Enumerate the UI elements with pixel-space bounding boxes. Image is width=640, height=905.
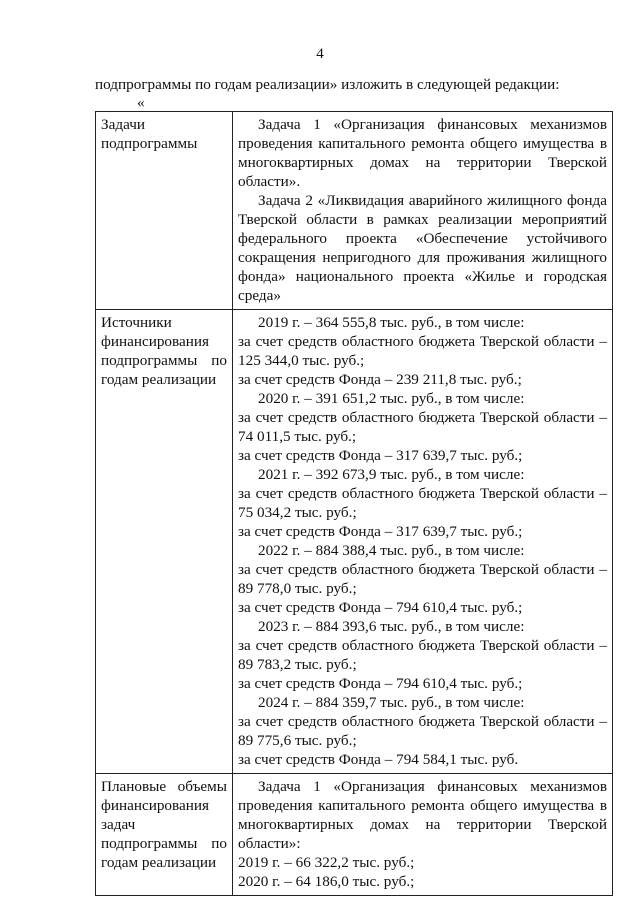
row-label: Плановые объемы финансирования задач подпрограммы по годам реализации [96,774,233,896]
fund-line: за счет средств Фонда – 794 584,1 тыс. руб. [238,751,519,768]
fund-line: за счет средств Фонда – 794 610,4 тыс. руб.; [238,675,523,692]
opening-quote: « [137,94,145,111]
table-row-sources [96,310,613,774]
year-total: 2021 г. – 392 673,9 тыс. руб., в том числе: [258,466,525,483]
fund-line: за счет средств Фонда – 317 639,7 тыс. руб.; [238,447,523,464]
program-passport-table [95,111,613,896]
row-content [233,112,613,310]
regional-budget-line: за счет средств областного бюджета Тверской области – 75 034,2 тыс. руб.; [238,485,607,521]
year-total: 2022 г. – 884 388,4 тыс. руб., в том числе: [258,542,525,559]
table-row-planned-volumes [96,774,613,896]
regional-budget-line: за счет средств областного бюджета Тверской области – 74 011,5 тыс. руб.; [238,409,607,445]
year-amount-line: 2020 г. – 64 186,0 тыс. руб.; [238,873,415,890]
year-total: 2023 г. – 884 393,6 тыс. руб., в том числе: [258,618,525,635]
task-2-text: Задача 2 «Ликвидация аварийного жилищного фонда Тверской области в рамках реализации мероприятий федерального проекта «Обеспечение устойчивого сокращения непригодного для проживания жилищного фонда» национального проекта «Жилье и городская среда» [238,192,607,304]
regional-budget-line: за счет средств областного бюджета Тверской области – 89 783,2 тыс. руб.; [238,637,607,673]
page-number: 4 [316,46,324,62]
regional-budget-line: за счет средств областного бюджета Тверской области – 89 778,0 тыс. руб.; [238,561,607,597]
year-total: 2019 г. – 364 555,8 тыс. руб., в том числе: [258,314,525,331]
regional-budget-line: за счет средств областного бюджета Тверской области – 125 344,0 тыс. руб.; [238,333,607,369]
task-1-text: Задача 1 «Организация финансовых механизмов проведения капитального ремонта общего имущества в многоквартирных домах на территории Тверской области». [238,116,607,190]
year-total: 2024 г. – 884 359,7 тыс. руб., в том числе: [258,694,525,711]
year-total: 2020 г. – 391 651,2 тыс. руб., в том числе: [258,390,525,407]
regional-budget-line: за счет средств областного бюджета Тверской области – 89 775,6 тыс. руб.; [238,713,607,749]
fund-line: за счет средств Фонда – 239 211,8 тыс. руб.; [238,371,522,388]
fund-line: за счет средств Фонда – 317 639,7 тыс. руб.; [238,523,523,540]
row-content [233,310,613,774]
row-label: Источники финансирования подпрограммы по годам реализации [96,310,233,774]
table-row-tasks [96,112,613,310]
row-content [233,774,613,896]
task-1-text: Задача 1 «Организация финансовых механизмов проведения капитального ремонта общего имущества в многоквартирных домах на территории Тверской области»: [238,778,607,852]
row-label: Задачи подпрограммы [96,112,233,310]
year-amount-line: 2019 г. – 66 322,2 тыс. руб.; [238,854,415,871]
fund-line: за счет средств Фонда – 794 610,4 тыс. руб.; [238,599,523,616]
intro-text: подпрограммы по годам реализации» изложить в следующей редакции: [95,76,560,93]
